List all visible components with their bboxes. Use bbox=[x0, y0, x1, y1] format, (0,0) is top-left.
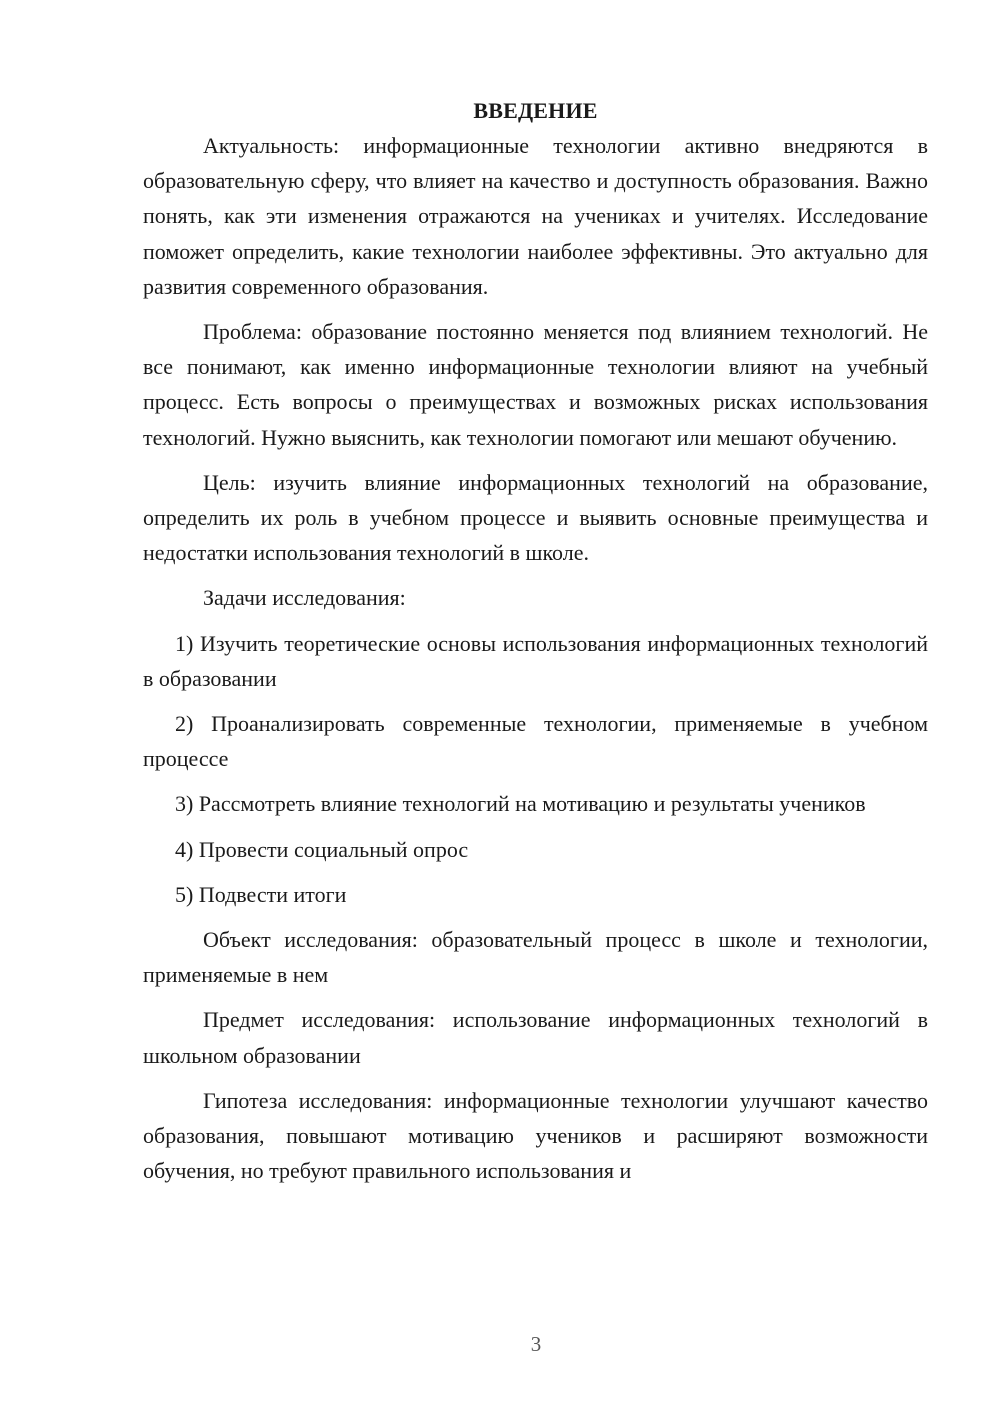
page-number: 3 bbox=[530, 1332, 542, 1356]
task-item-2: 2) Проанализировать современные технологии, применяемые в учебном процессе bbox=[143, 711, 928, 772]
paragraph-hypothesis: Гипотеза исследования: информационные технологии улучшают качество образования, повышают мотивацию учеников и расширяют возможности обучения, но требуют правильного использования и bbox=[143, 1087, 928, 1184]
task-item-5: 5) Подвести итоги bbox=[175, 881, 347, 907]
task-item-4: 4) Провести социальный опрос bbox=[175, 836, 469, 862]
paragraph-relevance: Актуальность: информационные технологии активно внедряются в образовательную сферу, что влияет на качество и доступность образования. Важно понять, как эти изменения отражаются на учениках и учителях. Исследование поможет определить, какие технологии наиболее эффективны. Это актуально для развития современного образования. bbox=[143, 133, 928, 299]
paragraph-object: Объект исследования: образовательный процесс в школе и технологии, применяемые в нем bbox=[143, 927, 928, 988]
paragraph-subject: Предмет исследования: использование информационных технологий в школьном образовании bbox=[143, 1007, 928, 1068]
task-item-1: 1) Изучить теоретические основы использования информационных технологий в образовании bbox=[143, 630, 928, 691]
paragraph-tasks-heading: Задачи исследования: bbox=[203, 585, 406, 611]
page-content bbox=[143, 93, 928, 1188]
section-title: ВВЕДЕНИЕ bbox=[473, 98, 598, 123]
task-item-3: 3) Рассмотреть влияние технологий на мотивацию и результаты учеников bbox=[175, 791, 866, 817]
paragraph-goal: Цель: изучить влияние информационных технологий на образование, определить их роль в учебном процессе и выявить основные преимущества и недостатки использования технологий в школе. bbox=[143, 469, 928, 566]
paragraph-problem: Проблема: образование постоянно меняется под влиянием технологий. Не все понимают, как именно информационные технологии влияют на учебный процесс. Есть вопросы о преимуществах и возможных рисках использования технологий. Нужно выяснить, как технологии помогают или мешают обучению. bbox=[143, 319, 928, 450]
